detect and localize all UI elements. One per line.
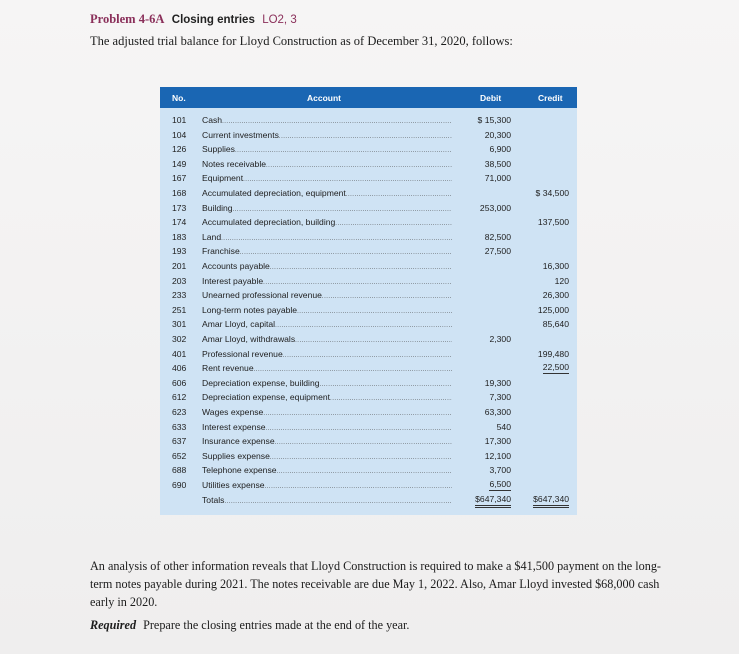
required-label: Required: [90, 618, 137, 632]
debit-amount: 63,300: [484, 407, 511, 417]
account-name: Interest payable .....: [202, 274, 452, 291]
table-row: [160, 463, 577, 478]
account-number: 637: [172, 436, 187, 447]
credit-amount: 22,500: [542, 362, 569, 373]
table-row: [160, 274, 577, 289]
account-number: 167: [172, 173, 187, 184]
account-number: 690: [172, 480, 187, 490]
account-number: 168: [172, 188, 187, 198]
account-name: Insurance expense .....: [202, 434, 452, 451]
required-instruction: [90, 618, 409, 633]
table-row: [160, 201, 577, 216]
totals-label: Totals .....: [202, 493, 452, 510]
credit-amount: 199,480: [537, 348, 569, 359]
table-row: [160, 259, 577, 274]
debit-amount: 20,300: [484, 129, 511, 140]
debit-amount: 12,100: [484, 450, 511, 461]
account-number: 633: [172, 421, 187, 432]
table-row: [160, 215, 577, 230]
account-name: Supplies expense .....: [202, 449, 452, 466]
account-number: 149: [172, 158, 187, 169]
account-name: Unearned professional revenue .....: [202, 288, 452, 305]
table-header: [160, 87, 577, 108]
account-name: Supplies .....: [202, 142, 452, 159]
account-number: 173: [172, 202, 187, 213]
account-number: 612: [172, 392, 187, 403]
account-name: Accumulated depreciation, equipment .....: [202, 186, 452, 203]
header-account: Account: [307, 93, 341, 103]
debit-amount: 27,500: [484, 246, 511, 257]
table-row: [160, 332, 577, 347]
account-number: 606: [172, 377, 187, 388]
problem-heading: [90, 12, 297, 27]
debit-amount: 82,500: [484, 231, 511, 242]
credit-amount: 85,640: [542, 319, 569, 330]
debit-amount: $ 15,300: [477, 115, 511, 125]
account-name: Accounts payable .....: [202, 259, 452, 276]
account-number: 201: [172, 261, 187, 271]
account-name: Telephone expense .....: [202, 463, 452, 480]
table-row: [160, 347, 577, 362]
debit-amount: 17,300: [484, 436, 511, 447]
account-name: Notes receivable .....: [202, 157, 452, 174]
table-row: [160, 288, 577, 303]
account-number: 233: [172, 290, 187, 301]
account-number: 104: [172, 129, 187, 140]
account-number: 101: [172, 115, 187, 125]
account-number: 652: [172, 450, 187, 461]
debit-amount: 6,500: [489, 479, 511, 489]
table-row: [160, 230, 577, 245]
account-name: Depreciation expense, building .....: [202, 376, 452, 393]
header-credit: Credit: [538, 93, 563, 103]
table-row: [160, 478, 577, 493]
account-name: Amar Lloyd, withdrawals .....: [202, 332, 452, 349]
account-name: Long-term notes payable .....: [202, 303, 452, 320]
account-name: Interest expense .....: [202, 420, 452, 437]
table-row: [160, 376, 577, 391]
account-name: Accumulated depreciation, building .....: [202, 215, 452, 232]
debit-amount: 71,000: [484, 173, 511, 184]
account-name: Amar Lloyd, capital .....: [202, 317, 452, 334]
debit-amount: 540: [496, 421, 511, 432]
debit-amount: 38,500: [484, 158, 511, 169]
table-row: [160, 186, 577, 201]
debit-amount: 6,900: [489, 144, 511, 155]
credit-amount: 120: [554, 275, 569, 286]
totals-debit: $647,340: [475, 493, 511, 508]
table-row: [160, 303, 577, 318]
table-row: [160, 244, 577, 259]
table-row: [160, 420, 577, 435]
totals-row: [160, 493, 577, 508]
account-name: Wages expense .....: [202, 405, 452, 422]
required-text: Prepare the closing entries made at the end of the year.: [143, 618, 410, 632]
table-row: [160, 405, 577, 420]
debit-amount: 19,300: [484, 377, 511, 388]
account-number: 203: [172, 275, 187, 286]
table-row: [160, 157, 577, 172]
account-number: 401: [172, 348, 187, 359]
table-row: [160, 390, 577, 405]
account-name: Franchise .....: [202, 244, 452, 261]
account-name: Building .....: [202, 201, 452, 218]
account-number: 301: [172, 319, 187, 330]
trial-balance-table: [160, 87, 577, 515]
credit-amount: $ 34,500: [535, 188, 569, 198]
table-row: [160, 434, 577, 449]
table-row: [160, 361, 577, 376]
credit-amount: 26,300: [542, 290, 569, 301]
table-row: [160, 317, 577, 332]
table-row: [160, 171, 577, 186]
header-debit: Debit: [480, 93, 502, 103]
account-number: 302: [172, 334, 187, 344]
account-name: Depreciation expense, equipment .....: [202, 390, 452, 407]
account-name: Equipment .....: [202, 171, 452, 188]
credit-amount: 125,000: [537, 304, 569, 315]
account-name: Rent revenue .....: [202, 361, 452, 378]
account-name: Utilities expense .....: [202, 478, 452, 495]
account-number: 193: [172, 246, 187, 257]
account-number: 174: [172, 217, 187, 228]
account-name: Current investments .....: [202, 128, 452, 145]
analysis-paragraph: An analysis of other information reveals that Lloyd Construction is required to make a $41,500 payment on the long-term notes payable during 2021. The notes receivable are due May 1, 2022. Also, Amar Lloyd invested $68,000 cash early in 2020.: [90, 559, 661, 609]
debit-amount: 253,000: [479, 202, 511, 213]
header-no: No.: [172, 93, 186, 103]
totals-credit: $647,340: [533, 493, 569, 508]
problem-title: Closing entries: [171, 14, 255, 26]
table-row: [160, 128, 577, 143]
intro-text: The adjusted trial balance for Lloyd Construction as of December 31, 2020, follows:: [90, 34, 513, 48]
debit-amount: 3,700: [489, 465, 511, 476]
account-name: Professional revenue .....: [202, 347, 452, 364]
account-number: 126: [172, 144, 187, 155]
account-number: 183: [172, 231, 187, 242]
account-number: 623: [172, 407, 187, 417]
account-number: 406: [172, 363, 187, 374]
table-row: [160, 113, 577, 128]
table-row: [160, 449, 577, 464]
account-number: 688: [172, 465, 187, 476]
account-name: Cash .....: [202, 113, 452, 130]
account-name: Land .....: [202, 230, 452, 247]
learning-objectives: LO2, 3: [262, 14, 297, 26]
credit-amount: 16,300: [542, 261, 569, 271]
table-row: [160, 142, 577, 157]
credit-amount: 137,500: [537, 217, 569, 228]
account-number: 251: [172, 304, 187, 315]
debit-amount: 2,300: [489, 334, 511, 344]
problem-number: Problem 4-6A: [90, 12, 165, 26]
debit-amount: 7,300: [489, 392, 511, 403]
